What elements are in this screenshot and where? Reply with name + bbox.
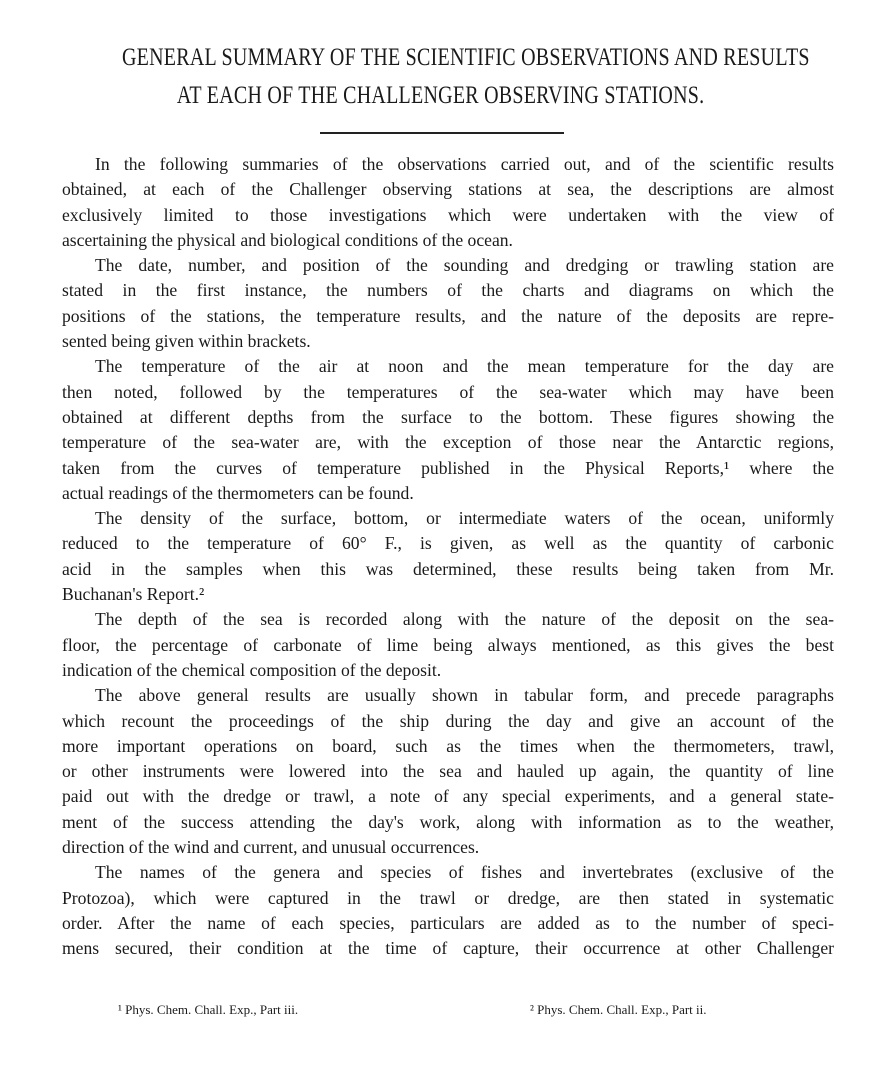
footnote-2: ² Phys. Chem. Chall. Exp., Part ii.	[530, 1002, 707, 1017]
paragraph-6-line: ment of the success attending the day's work, along with information as to the weather,	[62, 811, 834, 832]
paragraph-2-line: stated in the first instance, the numbers of the charts and diagrams on which the	[62, 280, 834, 301]
paragraph-5-line: indication of the chemical composition of the deposit.	[62, 659, 442, 680]
paragraph-3-line: taken from the curves of temperature published in the Physical Reports,¹ where the	[62, 457, 834, 478]
paragraph-2-line: positions of the stations, the temperature results, and the nature of the deposits are repre-	[62, 305, 834, 326]
paragraph-5-line: The depth of the sea is recorded along with the nature of the deposit on the sea-	[95, 609, 834, 630]
paragraph-7-line: mens secured, their condition at the time of capture, their occurrence at other Challenger	[62, 938, 834, 959]
paragraph-6-line: The above general results are usually shown in tabular form, and precede paragraphs	[95, 685, 834, 706]
title-divider	[320, 132, 564, 134]
footnote-1: ¹ Phys. Chem. Chall. Exp., Part iii.	[118, 1002, 299, 1017]
page-title-line-2	[36, 82, 846, 110]
paragraph-4-line: acid in the samples when this was determined, these results being taken from Mr.	[62, 558, 834, 579]
paragraph-7-line: The names of the genera and species of fishes and invertebrates (exclusive of the	[95, 862, 834, 883]
paragraph-6-line: paid out with the dredge or trawl, a note of any special experiments, and a general state-	[62, 786, 834, 807]
paragraph-3-line: then noted, followed by the temperatures of the sea-water which may have been	[62, 381, 834, 402]
paragraph-4-line: The density of the surface, bottom, or intermediate waters of the ocean, uniformly	[95, 508, 834, 529]
paragraph-3-line: temperature of the sea-water are, with the exception of those near the Antarctic regions,	[62, 432, 834, 453]
paragraph-5-line: floor, the percentage of carbonate of lime being always mentioned, as this gives the best	[62, 634, 834, 655]
paragraph-6-line: which recount the proceedings of the ship during the day and give an account of the	[62, 710, 834, 731]
paragraph-2-line: The date, number, and position of the sounding and dredging or trawling station are	[95, 255, 834, 276]
title-text: GENERAL SUMMARY OF THE SCIENTIFIC OBSERVATIONS AND RESULTS	[121, 44, 810, 71]
paragraph-6-line: or other instruments were lowered into the sea and hauled up again, the quantity of line	[62, 761, 834, 782]
paragraph-6-line: more important operations on board, such as the times when the thermometers, trawl,	[62, 735, 834, 756]
paragraph-7-line: Protozoa), which were captured in the trawl or dredge, are then stated in systematic	[62, 887, 834, 908]
paragraph-3-line: The temperature of the air at noon and the mean temperature for the day are	[95, 356, 834, 377]
title-text: AT EACH OF THE CHALLENGER OBSERVING STATIONS.	[177, 82, 705, 109]
paragraph-3-line: obtained at different depths from the surface to the bottom. These figures showing the	[62, 406, 834, 427]
page-title-line-1	[36, 44, 846, 72]
paragraph-1-line: In the following summaries of the observations carried out, and of the scientific results	[95, 154, 834, 174]
body-text	[62, 152, 834, 962]
paragraph-1-line: obtained, at each of the Challenger observing stations at sea, the descriptions are almost	[62, 179, 834, 200]
paragraph-2-line: sented being given within brackets.	[62, 331, 311, 352]
paragraph-3-line: actual readings of the thermometers can be found.	[62, 482, 414, 503]
paragraph-7-line: order. After the name of each species, particulars are added as to the number of speci-	[62, 912, 834, 933]
paragraph-1-line: ascertaining the physical and biological conditions of the ocean.	[62, 229, 513, 250]
paragraph-4-line: Buchanan's Report.²	[62, 584, 205, 605]
paragraph-6-line: direction of the wind and current, and unusual occurrences.	[62, 837, 480, 858]
paragraph-1-line: exclusively limited to those investigations which were undertaken with the view of	[62, 204, 834, 225]
paragraph-4-line: reduced to the temperature of 60° F., is given, as well as the quantity of carbonic	[62, 533, 834, 554]
